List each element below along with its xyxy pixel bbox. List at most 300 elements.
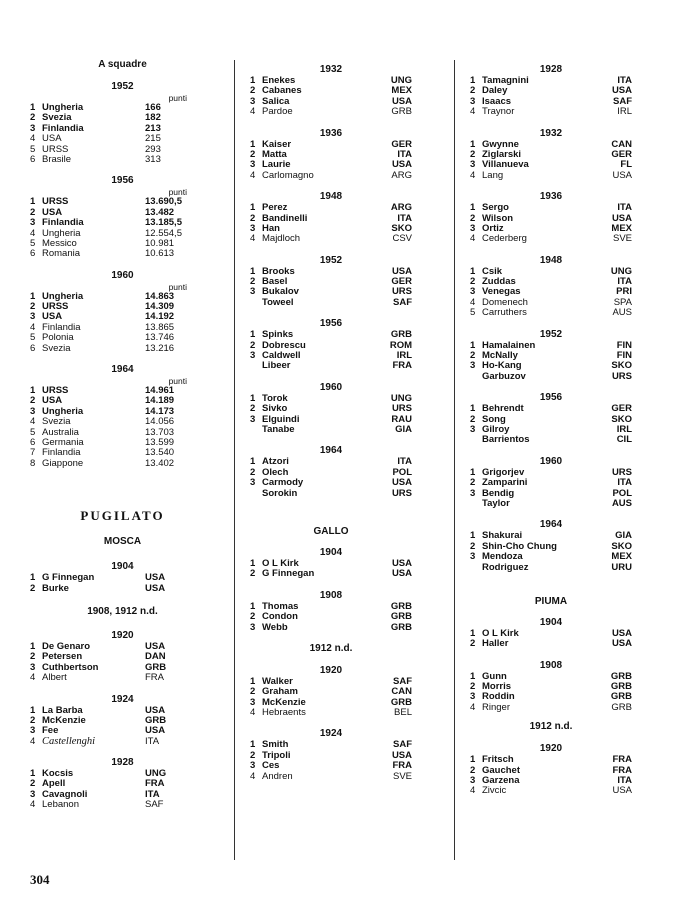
rank: 4 [30,672,36,684]
results-column-middle [250,58,412,782]
rank: 3 [250,159,256,171]
sport-title: PUGILATO [80,508,165,524]
rank: 4 [30,735,36,747]
result-row [250,425,412,435]
country-code: URS [391,487,412,499]
rank: 2 [30,206,36,218]
rank: 3 [250,286,256,298]
athlete-name: USA [42,207,63,218]
athlete-name: Basel [262,277,288,288]
points-label: punti [168,281,187,292]
country-code: SKO [611,360,632,372]
result-row [470,277,632,287]
rank: 1 [250,138,256,150]
athlete-name: Spinks [262,330,294,341]
country-code: FRA [145,672,164,684]
score: 166 [145,102,161,113]
rank: 1 [470,627,476,639]
rank: 2 [250,749,256,761]
result-row [470,766,632,776]
result-row [30,737,215,747]
rank: 2 [250,403,256,415]
country-code: USA [391,477,412,489]
country-code: GRB [610,670,632,682]
result-list [250,330,412,372]
score: 293 [145,143,161,155]
result-row [470,786,632,796]
rank: 3 [470,423,476,435]
result-list [250,267,412,309]
athlete-name: Zivcic [482,786,507,797]
result-row [30,673,215,683]
country-code: UNG [610,265,632,277]
result-row [250,160,412,170]
athlete-name: Germania [42,437,84,448]
country-code: CAN [391,686,412,698]
athlete-name: Ungheria [42,406,84,417]
rank: 3 [470,487,476,499]
result-row [30,407,215,417]
rank: 3 [470,159,476,171]
result-row [250,107,412,117]
athlete-name: Burke [42,583,69,594]
rank: 2 [470,477,476,489]
result-row [470,234,632,244]
country-code: GRB [390,621,412,633]
athlete-name: Brooks [262,266,295,277]
country-code: USA [391,557,412,569]
result-row [250,361,412,371]
athlete-name: Toweel [262,297,294,308]
country-code: GER [391,138,412,150]
rank [250,425,262,435]
rank: 4 [470,233,476,245]
rank: 2 [250,276,256,288]
country-code: AUS [611,497,632,509]
country-code: GER [611,403,632,415]
athlete-name: Petersen [42,652,83,663]
athlete-name: Svezia [42,343,71,354]
result-row [470,672,632,682]
athlete-name: G Finnegan [42,573,95,584]
result-row [250,394,412,404]
score: 14.189 [145,395,175,407]
year-heading: 1924 [111,693,134,705]
result-row [250,559,412,569]
rank: 2 [470,148,476,160]
country-code: USA [611,638,632,650]
country-code: ITA [617,775,632,787]
rank: 2 [470,540,476,552]
rank: 4 [470,296,476,308]
country-code: USA [391,265,412,277]
rank: 2 [470,681,476,693]
result-row [30,113,215,123]
result-row [30,323,215,333]
country-code: FRA [392,760,412,772]
year-heading: 1920 [539,743,563,755]
rank: 1 [470,403,476,415]
result-row [470,308,632,318]
score: 13.703 [145,426,175,438]
result-row [30,197,215,207]
country-code: SVE [612,233,632,245]
country-code: USA [145,725,166,737]
athlete-name: URSS [42,197,69,208]
result-list [470,76,632,118]
result-row [30,249,215,259]
score: 13.402 [145,457,175,469]
athlete-name: Walker [262,676,293,687]
rank: 2 [250,148,256,160]
rank: 1 [470,75,476,86]
year-heading: 1920 [111,629,134,641]
score: 13.690,5 [145,196,182,208]
country-code: USA [611,85,632,97]
year-heading: 1960 [319,381,343,393]
score: 313 [145,153,161,165]
country-code: GIA [615,530,632,542]
category-title: MOSCA [103,536,142,548]
result-row [470,267,632,277]
rank: 2 [250,85,256,97]
athlete-name: Garzena [482,776,520,787]
rank: 1 [250,202,256,214]
result-list [470,341,632,383]
country-code: USA [612,785,632,797]
country-code: UNG [390,392,412,404]
athlete-name: Carruthers [482,308,527,319]
result-row [470,415,632,425]
athlete-name: Rodriguez [482,562,529,573]
country-code: ITA [617,276,632,288]
athlete-name: Barrientos [482,435,530,446]
result-list [470,140,632,182]
athlete-name: Finlandia [42,448,81,459]
athlete-name: Castellenghi [42,736,96,747]
rank: 2 [470,85,476,97]
score: 182 [145,112,161,124]
year-heading: 1952 [539,328,563,340]
result-row [470,351,632,361]
result-row [250,751,412,761]
result-row [250,602,412,612]
athlete-name: Cavagnoli [42,789,88,800]
athlete-name: Giappone [42,458,84,469]
result-row [250,140,412,150]
column-divider [454,60,455,860]
result-row [470,776,632,786]
result-list [30,642,215,684]
athlete-name: Cuthbertson [42,662,99,673]
rank: 5 [30,237,36,249]
country-code: USA [611,212,632,224]
score: 14.961 [145,385,175,397]
rank: 3 [470,691,476,703]
result-row [30,428,215,438]
result-list [30,103,215,165]
athlete-name: La Barba [42,705,83,716]
result-row [470,203,632,213]
result-row [30,208,215,218]
country-code: USA [145,572,166,584]
athlete-name: Tanabe [262,424,295,435]
country-code: USA [612,169,632,181]
rank: 1 [250,600,256,612]
not-held-note: 1912 n.d. [309,642,353,654]
rank: 4 [250,707,256,719]
year-heading: 1924 [319,728,343,740]
result-row [470,214,632,224]
athlete-name: Tamagnini [482,76,529,86]
rank: 1 [250,456,256,468]
athlete-name: Polonia [42,333,74,344]
result-row [250,330,412,340]
year-heading: 1964 [111,364,134,376]
year-heading: 1952 [111,81,134,92]
year-heading: 1960 [539,455,563,467]
athlete-name: Brasile [42,154,72,165]
result-row [30,663,215,673]
result-row [250,623,412,633]
athlete-name: Dobrescu [262,340,306,351]
result-row [250,698,412,708]
rank: 2 [250,339,256,351]
result-list [470,755,632,797]
year-heading: 1936 [319,127,343,139]
result-list [250,559,412,580]
athlete-name: Bendig [482,488,515,499]
rank: 1 [30,102,36,113]
country-code: ITA [397,456,412,468]
result-row [30,584,215,594]
rank: 1 [30,572,36,584]
rank: 6 [30,248,36,260]
result-row [470,468,632,478]
rank: 6 [30,436,36,448]
country-code: CAN [611,138,632,150]
country-code: URS [391,286,412,298]
athlete-name: Roddin [482,692,515,703]
country-code: ITA [145,788,160,800]
rank: 1 [250,392,256,404]
year-heading: 1936 [539,191,563,203]
rank: 4 [30,416,36,428]
country-code: GRB [611,701,632,713]
athlete-name: URSS [42,144,69,155]
rank: 2 [30,714,36,726]
rank: 2 [470,276,476,288]
result-list [470,468,632,510]
athlete-name: Laurie [262,160,291,171]
result-row [470,150,632,160]
athlete-name: Bandinelli [262,213,308,224]
rank: 5 [470,307,476,319]
year-heading: 1956 [319,318,343,330]
result-row [30,302,215,312]
rank: 5 [30,426,36,438]
result-row [470,531,632,541]
rank: 2 [30,112,36,124]
rank [250,489,262,499]
athlete-name: Hebraents [262,708,306,719]
result-row [470,160,632,170]
rank [470,563,482,573]
country-code: GRB [391,106,412,118]
result-row [470,639,632,649]
result-row [30,706,215,716]
year-heading: 1904 [539,616,563,628]
country-code: SAF [393,739,412,751]
athlete-name: Venegas [482,287,521,298]
year-heading: 1948 [319,191,343,203]
result-row [250,298,412,308]
athlete-name: Bukalov [262,287,299,298]
country-code: FIN [616,339,632,351]
result-row [250,569,412,579]
country-code: FRA [392,360,412,372]
rank: 1 [250,739,256,751]
rank: 1 [470,202,476,214]
athlete-name: Ho-Kang [482,361,522,372]
rank: 1 [30,290,36,302]
country-code: USA [611,627,632,639]
rank: 4 [30,321,36,333]
athlete-name: McNally [482,351,518,362]
result-list [470,203,632,245]
country-code: FL [620,159,632,171]
result-list [250,76,412,118]
country-code: GRB [390,600,412,612]
result-row [470,341,632,351]
athlete-name: Ces [262,761,280,772]
year-heading: 1964 [539,519,563,531]
rank: 8 [30,457,36,469]
rank: 2 [30,395,36,407]
athlete-name: Ungheria [42,228,81,239]
athlete-name: Cabanes [262,86,302,97]
result-row [30,333,215,343]
rank: 4 [470,785,476,797]
country-code: ITA [617,477,632,489]
athlete-name: Sivko [262,404,288,415]
country-code: ITA [145,735,160,747]
result-row [30,726,215,736]
rank: 3 [250,413,256,425]
rank: 2 [470,212,476,224]
country-code: FIN [616,350,632,362]
country-code: POL [392,466,412,478]
year-heading: 1932 [539,127,563,139]
result-row [30,790,215,800]
result-list [250,203,412,245]
rank: 4 [30,133,36,145]
country-code: ARG [391,169,412,181]
result-row [250,171,412,181]
rank: 3 [250,222,256,234]
athlete-name: Tripoli [262,750,291,761]
athlete-name: Shin-Cho Chung [482,541,557,552]
result-row [250,772,412,782]
result-list [470,404,632,446]
rank: 5 [30,143,36,155]
rank: 2 [250,568,256,580]
result-row [470,86,632,96]
result-row [30,145,215,155]
country-code: SAF [145,799,164,811]
athlete-name: Kocsis [42,769,74,780]
results-column-right [470,58,632,797]
score: 13.216 [145,342,175,354]
rank: 2 [470,413,476,425]
rank: 2 [30,651,36,663]
athlete-name: Atzori [262,457,289,468]
result-row [30,292,215,302]
athlete-name: URSS [42,302,69,313]
result-row [30,417,215,427]
athlete-name: Olech [262,467,289,478]
athlete-name: McKenzie [262,697,306,708]
result-list [470,629,632,650]
result-row [30,642,215,652]
result-list [30,573,215,594]
athlete-name: Ortiz [482,223,504,234]
result-row [250,740,412,750]
year-heading: 1908 [319,589,343,601]
rank: 6 [30,153,36,165]
athlete-name: Carlomagno [262,170,314,181]
rank: 4 [250,233,256,245]
country-code: GRB [145,661,167,673]
result-row [30,344,215,354]
result-list [30,706,215,748]
result-row [30,386,215,396]
result-list [250,457,412,499]
rank: 2 [30,582,36,594]
athlete-name: Webb [262,622,288,633]
rank: 1 [250,265,256,277]
athlete-name: O L Kirk [482,628,519,639]
athlete-name: Ringer [482,702,510,713]
result-row [250,224,412,234]
athlete-name: Messico [42,238,77,249]
result-row [250,687,412,697]
result-row [250,677,412,687]
year-heading: 1932 [319,64,343,75]
rank: 3 [30,661,36,673]
rank: 6 [30,342,36,354]
result-row [470,435,632,445]
athlete-name: Villanueva [482,160,529,171]
rank: 3 [470,551,476,563]
athlete-name: Carmody [262,478,304,489]
page-number: 304 [30,872,50,887]
result-row [470,171,632,181]
result-row [30,438,215,448]
athlete-name: Smith [262,740,289,751]
rank: 1 [30,768,36,780]
athlete-name: Domenech [482,297,528,308]
athlete-name: Finlandia [42,218,84,229]
result-row [30,448,215,458]
result-list [250,602,412,633]
rank: 2 [470,638,476,650]
result-row [30,769,215,779]
athlete-name: Kaiser [262,139,292,150]
country-code: MEX [611,222,632,234]
result-row [470,755,632,765]
country-code: IRL [616,423,632,435]
